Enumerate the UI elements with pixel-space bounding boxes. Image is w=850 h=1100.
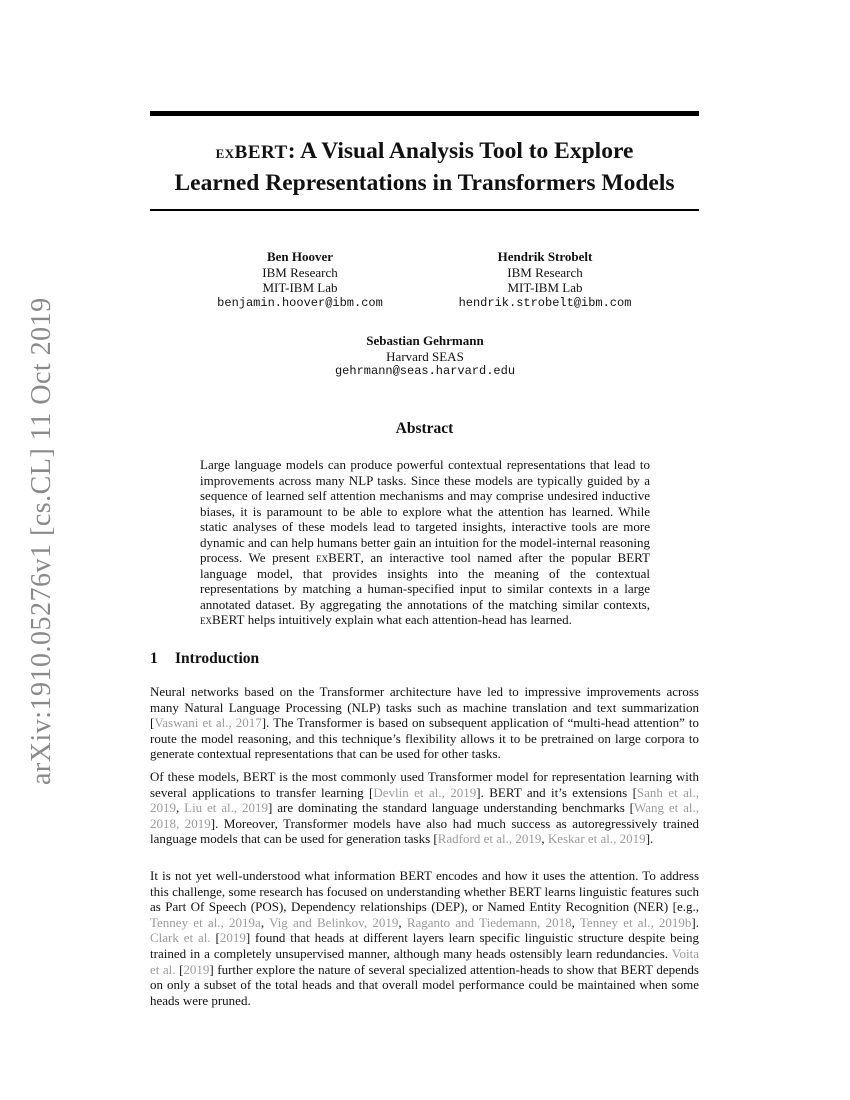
text-segment: Of these models, BERT is the most commonly used Transformer model for representation learning with several applications to transfer learning [ [150, 769, 699, 800]
citation-link[interactable]: Voita et al. [150, 945, 699, 977]
text-segment: ]. Moreover, Transformer models have also had much success as autoregressively trained language models that can be used for generation tasks [ [150, 815, 699, 847]
intro-paragraph-3 [150, 868, 699, 1008]
text-segment: ] found that heads at different layers learn specific linguistic structure despite being trained in a completely unsupervised manner, although many heads ostensibly learn redundancies. [150, 930, 699, 961]
author-name: Sebastian Gehrmann [366, 333, 484, 348]
author-affiliation: MIT-IBM Lab [507, 280, 583, 296]
intro-paragraph-2 [150, 769, 699, 847]
abstract-heading: Abstract [395, 420, 454, 437]
abstract-segment: , an interactive tool named after the popular BERT language model, that provides insights into the meaning of the contextual representations by matching a human-specified input to similar contexts in a large annotated dataset. By aggregating the annotations of the matching similar contexts, [200, 550, 650, 612]
title-bottom-rule [150, 209, 699, 211]
author-block-2 [445, 249, 645, 311]
author-email[interactable]: hendrik.strobelt@ibm.com [458, 295, 632, 310]
text-segment: , [260, 914, 270, 930]
section-heading [150, 650, 259, 668]
author-name: Hendrik Strobelt [497, 249, 593, 264]
citation-link[interactable]: Clark et al. [150, 930, 211, 946]
section-title: Introduction [175, 650, 260, 667]
text-segment: ]. BERT and it’s extensions [ [476, 784, 637, 800]
intro-paragraph-1 [150, 684, 699, 762]
text-segment: , [398, 914, 407, 930]
text-segment: It is not yet well-understood what information BERT encodes and how it uses the attention. To address this challenge, some research has focused on understanding whether BERT learns linguistic features such as Part Of Speech (POS), Dependency relationships (DEP), or Named Entity Recognition (NER) [e.g., [150, 868, 699, 915]
abstract-tool-name: exBERT [200, 612, 245, 627]
text-segment: , [541, 831, 548, 847]
title-line-1: : A Visual Analysis Tool to Explore [287, 138, 634, 164]
text-segment: , [571, 914, 580, 930]
author-email[interactable]: benjamin.hoover@ibm.com [217, 295, 383, 310]
abstract-segment: Large language models can produce powerful contextual representations that lead to improvements across many NLP tasks. Since these models are typically guided by a sequence of learned self attention mechanisms and may comprise undesired inductive biases, it is paramount to be able to explore what the attention has learned. While static analyses of these models lead to targeted insights, interactive tools are more dynamic and can help humans better gain an intuition for the model-internal reasoning process. We present [200, 457, 650, 565]
text-segment: , [176, 800, 185, 816]
text-segment: ]. [691, 914, 700, 930]
citation-link[interactable]: Liu et al., 2019 [184, 800, 269, 816]
citation-link[interactable]: Tenney et al., 2019a [150, 914, 261, 930]
citation-link[interactable]: Raganto and Tiedemann, 2018 [406, 914, 572, 930]
citation-link[interactable]: Wang et al., 2018, 2019 [150, 800, 700, 831]
citation-link[interactable]: Keskar et al., 2019 [547, 831, 646, 847]
text-segment: ]. The Transformer is based on subsequent application of “multi-head attention” to route the model reasoning, and this technique’s flexibility allows it to be pretrained on large corpora to generate contextual representations that can be used for other tasks. [150, 715, 699, 762]
citation-link[interactable]: Vaswani et al., 2017 [154, 715, 262, 731]
citation-link[interactable]: Vig and Belinkov, 2019 [269, 914, 399, 930]
text-segment: [ [210, 930, 220, 946]
author-email[interactable]: gehrmann@seas.harvard.edu [334, 364, 516, 379]
title-line-2: Learned Representations in Transformers Models [174, 170, 675, 196]
text-segment: [ [175, 961, 184, 977]
citation-link[interactable]: Radford et al., 2019 [437, 831, 542, 847]
section-number: 1 [150, 650, 158, 667]
citation-link[interactable]: Devlin et al., 2019 [373, 784, 477, 800]
citation-link[interactable]: Tenney et al., 2019b [579, 914, 692, 930]
author-block-3 [320, 333, 530, 380]
abstract-segment: helps intuitively explain what each attention-head has learned. [244, 612, 572, 627]
citation-link[interactable]: 2019 [183, 961, 210, 977]
author-block-1 [200, 249, 400, 311]
paper-title [150, 136, 699, 198]
arxiv-identifier: arXiv:1910.05276v1 [cs.CL] 11 Oct 2019 [26, 297, 57, 785]
citation-link[interactable]: Sanh et al., 2019 [150, 784, 699, 816]
author-affiliation: IBM Research [262, 264, 338, 280]
author-affiliation: Harvard SEAS [386, 348, 464, 364]
title-top-rule [150, 111, 699, 116]
text-segment: Neural networks based on the Transformer architecture have led to impressive improvements across many Natural Language Processing (NLP) tasks such as machine translation and text summarization [ [150, 684, 699, 731]
citation-link[interactable]: 2019 [219, 930, 246, 946]
author-affiliation: IBM Research [507, 264, 583, 280]
author-affiliation: MIT-IBM Lab [262, 280, 338, 296]
text-segment: ] further explore the nature of several specialized attention-heads to show that BERT depends on only a subset of the total heads and that overall model performance could be maintained when some heads were pruned. [150, 961, 699, 1008]
text-segment: ]. [645, 831, 654, 847]
title-tool-name: exBERT [215, 142, 288, 163]
abstract-tool-name: exBERT [316, 550, 361, 565]
abstract-text [200, 457, 650, 628]
author-name: Ben Hoover [266, 249, 334, 264]
text-segment: ] are dominating the standard language understanding benchmarks [ [268, 800, 635, 816]
